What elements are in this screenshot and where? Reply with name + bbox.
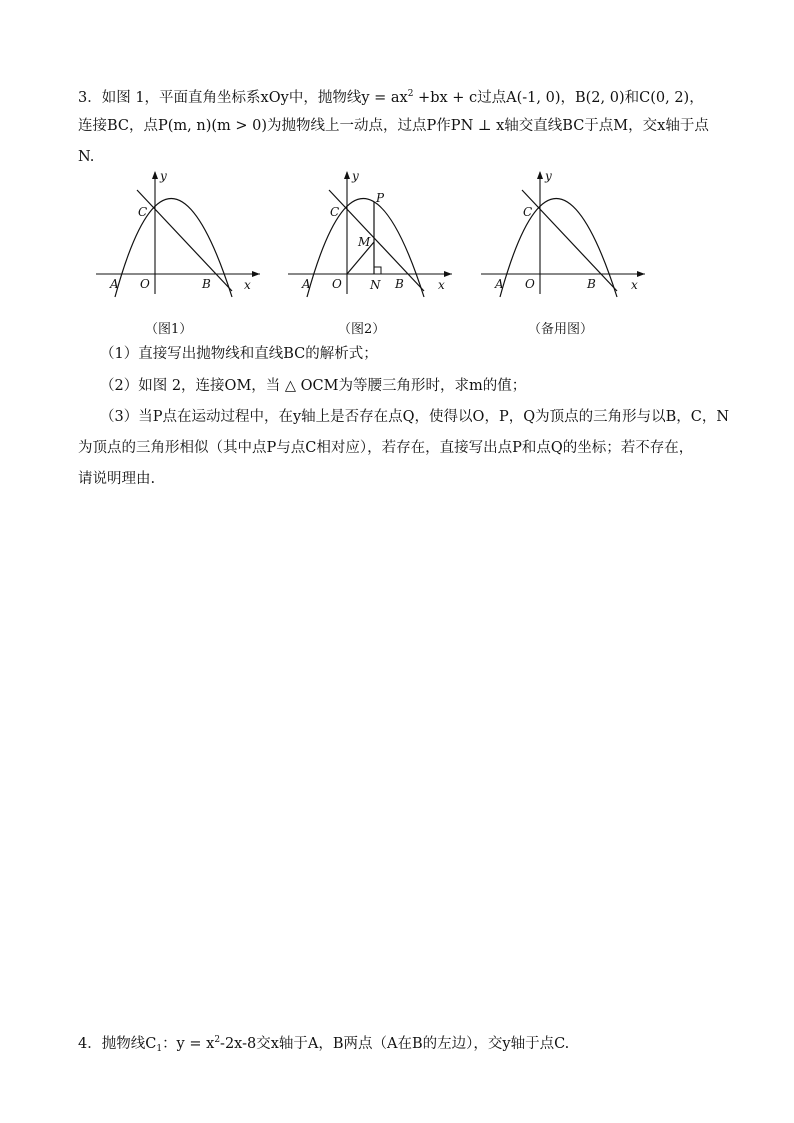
figure-2-caption: （图2）	[338, 322, 386, 337]
problem3-line1-part-b: +bx + c过点A(-1, 0)，B(2, 0)和C(0, 2)，	[413, 90, 704, 106]
question-3-line1: （3）当P点在运动过程中，在y轴上是否存在点Q，使得以O，P，Q为顶点的三角形与以B，C，N	[100, 409, 730, 425]
label-y: y	[160, 169, 167, 183]
problem3-line2: 连接BC，点P(m, n)(m > 0)为抛物线上一动点，过点P作PN ⊥ x轴交直线BC于点M，交x轴于点	[78, 118, 709, 134]
y-axis-arrow-icon	[537, 171, 543, 179]
y-axis-arrow-icon	[152, 171, 158, 179]
label-b: B	[202, 277, 211, 291]
figure-1-graph	[94, 168, 264, 298]
figure-3	[479, 168, 649, 302]
label-y: y	[352, 169, 359, 183]
parabola	[115, 199, 232, 298]
problem4-line	[78, 1030, 569, 1059]
question-3-line3: 请说明理由.	[78, 471, 156, 487]
label-b: B	[395, 277, 404, 291]
label-c: C	[138, 205, 148, 219]
label-x: x	[631, 278, 638, 292]
x-axis-arrow-icon	[637, 271, 645, 277]
line-bc	[522, 190, 617, 291]
problem4-part-a: 4．抛物线C	[78, 1036, 157, 1052]
label-a: A	[495, 277, 504, 291]
problem3-line1-part-a: 3．如图 1，平面直角坐标系xOy中，抛物线y = ax	[78, 90, 408, 106]
figure-1-caption: （图1）	[145, 322, 193, 337]
problem4-part-b: ：y = x	[162, 1036, 215, 1052]
problem3-exponent: 2	[407, 89, 414, 99]
label-o: O	[140, 277, 150, 291]
figure-1	[94, 168, 264, 302]
question-1: （1）直接写出抛物线和直线BC的解析式；	[100, 346, 378, 362]
problem4-exponent: 2	[214, 1035, 221, 1045]
x-axis-arrow-icon	[444, 271, 452, 277]
right-angle-mark-icon	[374, 267, 381, 274]
question-2: （2）如图 2，连接OM，当 △ OCM为等腰三角形时，求m的值；	[100, 378, 527, 394]
line-bc	[137, 190, 232, 291]
label-b: B	[587, 277, 596, 291]
question-3-line2: 为顶点的三角形相似（其中点P与点C相对应），若存在，直接写出点P和点Q的坐标；若不存在，	[78, 440, 694, 456]
label-x: x	[244, 278, 251, 292]
label-p: P	[376, 191, 385, 205]
figure-3-graph	[479, 168, 649, 298]
line-bc	[329, 190, 424, 291]
label-c: C	[330, 205, 340, 219]
y-axis-arrow-icon	[344, 171, 350, 179]
label-n: N	[370, 278, 381, 292]
label-m: M	[358, 235, 371, 249]
label-y: y	[545, 169, 552, 183]
problem3-line3: N.	[78, 149, 95, 165]
label-a: A	[302, 277, 311, 291]
label-c: C	[523, 205, 533, 219]
label-a: A	[110, 277, 119, 291]
problem4-subscript: 1	[156, 1044, 163, 1054]
label-o: O	[525, 277, 535, 291]
figure-3-caption: （备用图）	[528, 322, 594, 337]
x-axis-arrow-icon	[252, 271, 260, 277]
label-o: O	[332, 277, 342, 291]
parabola	[500, 199, 617, 298]
figure-2	[286, 168, 456, 302]
problem3-line1	[78, 84, 704, 108]
problem4-part-c: -2x-8交x轴于A，B两点（A在B的左边），交y轴于点C.	[220, 1036, 570, 1052]
figure-2-graph	[286, 168, 456, 298]
label-x: x	[438, 278, 445, 292]
